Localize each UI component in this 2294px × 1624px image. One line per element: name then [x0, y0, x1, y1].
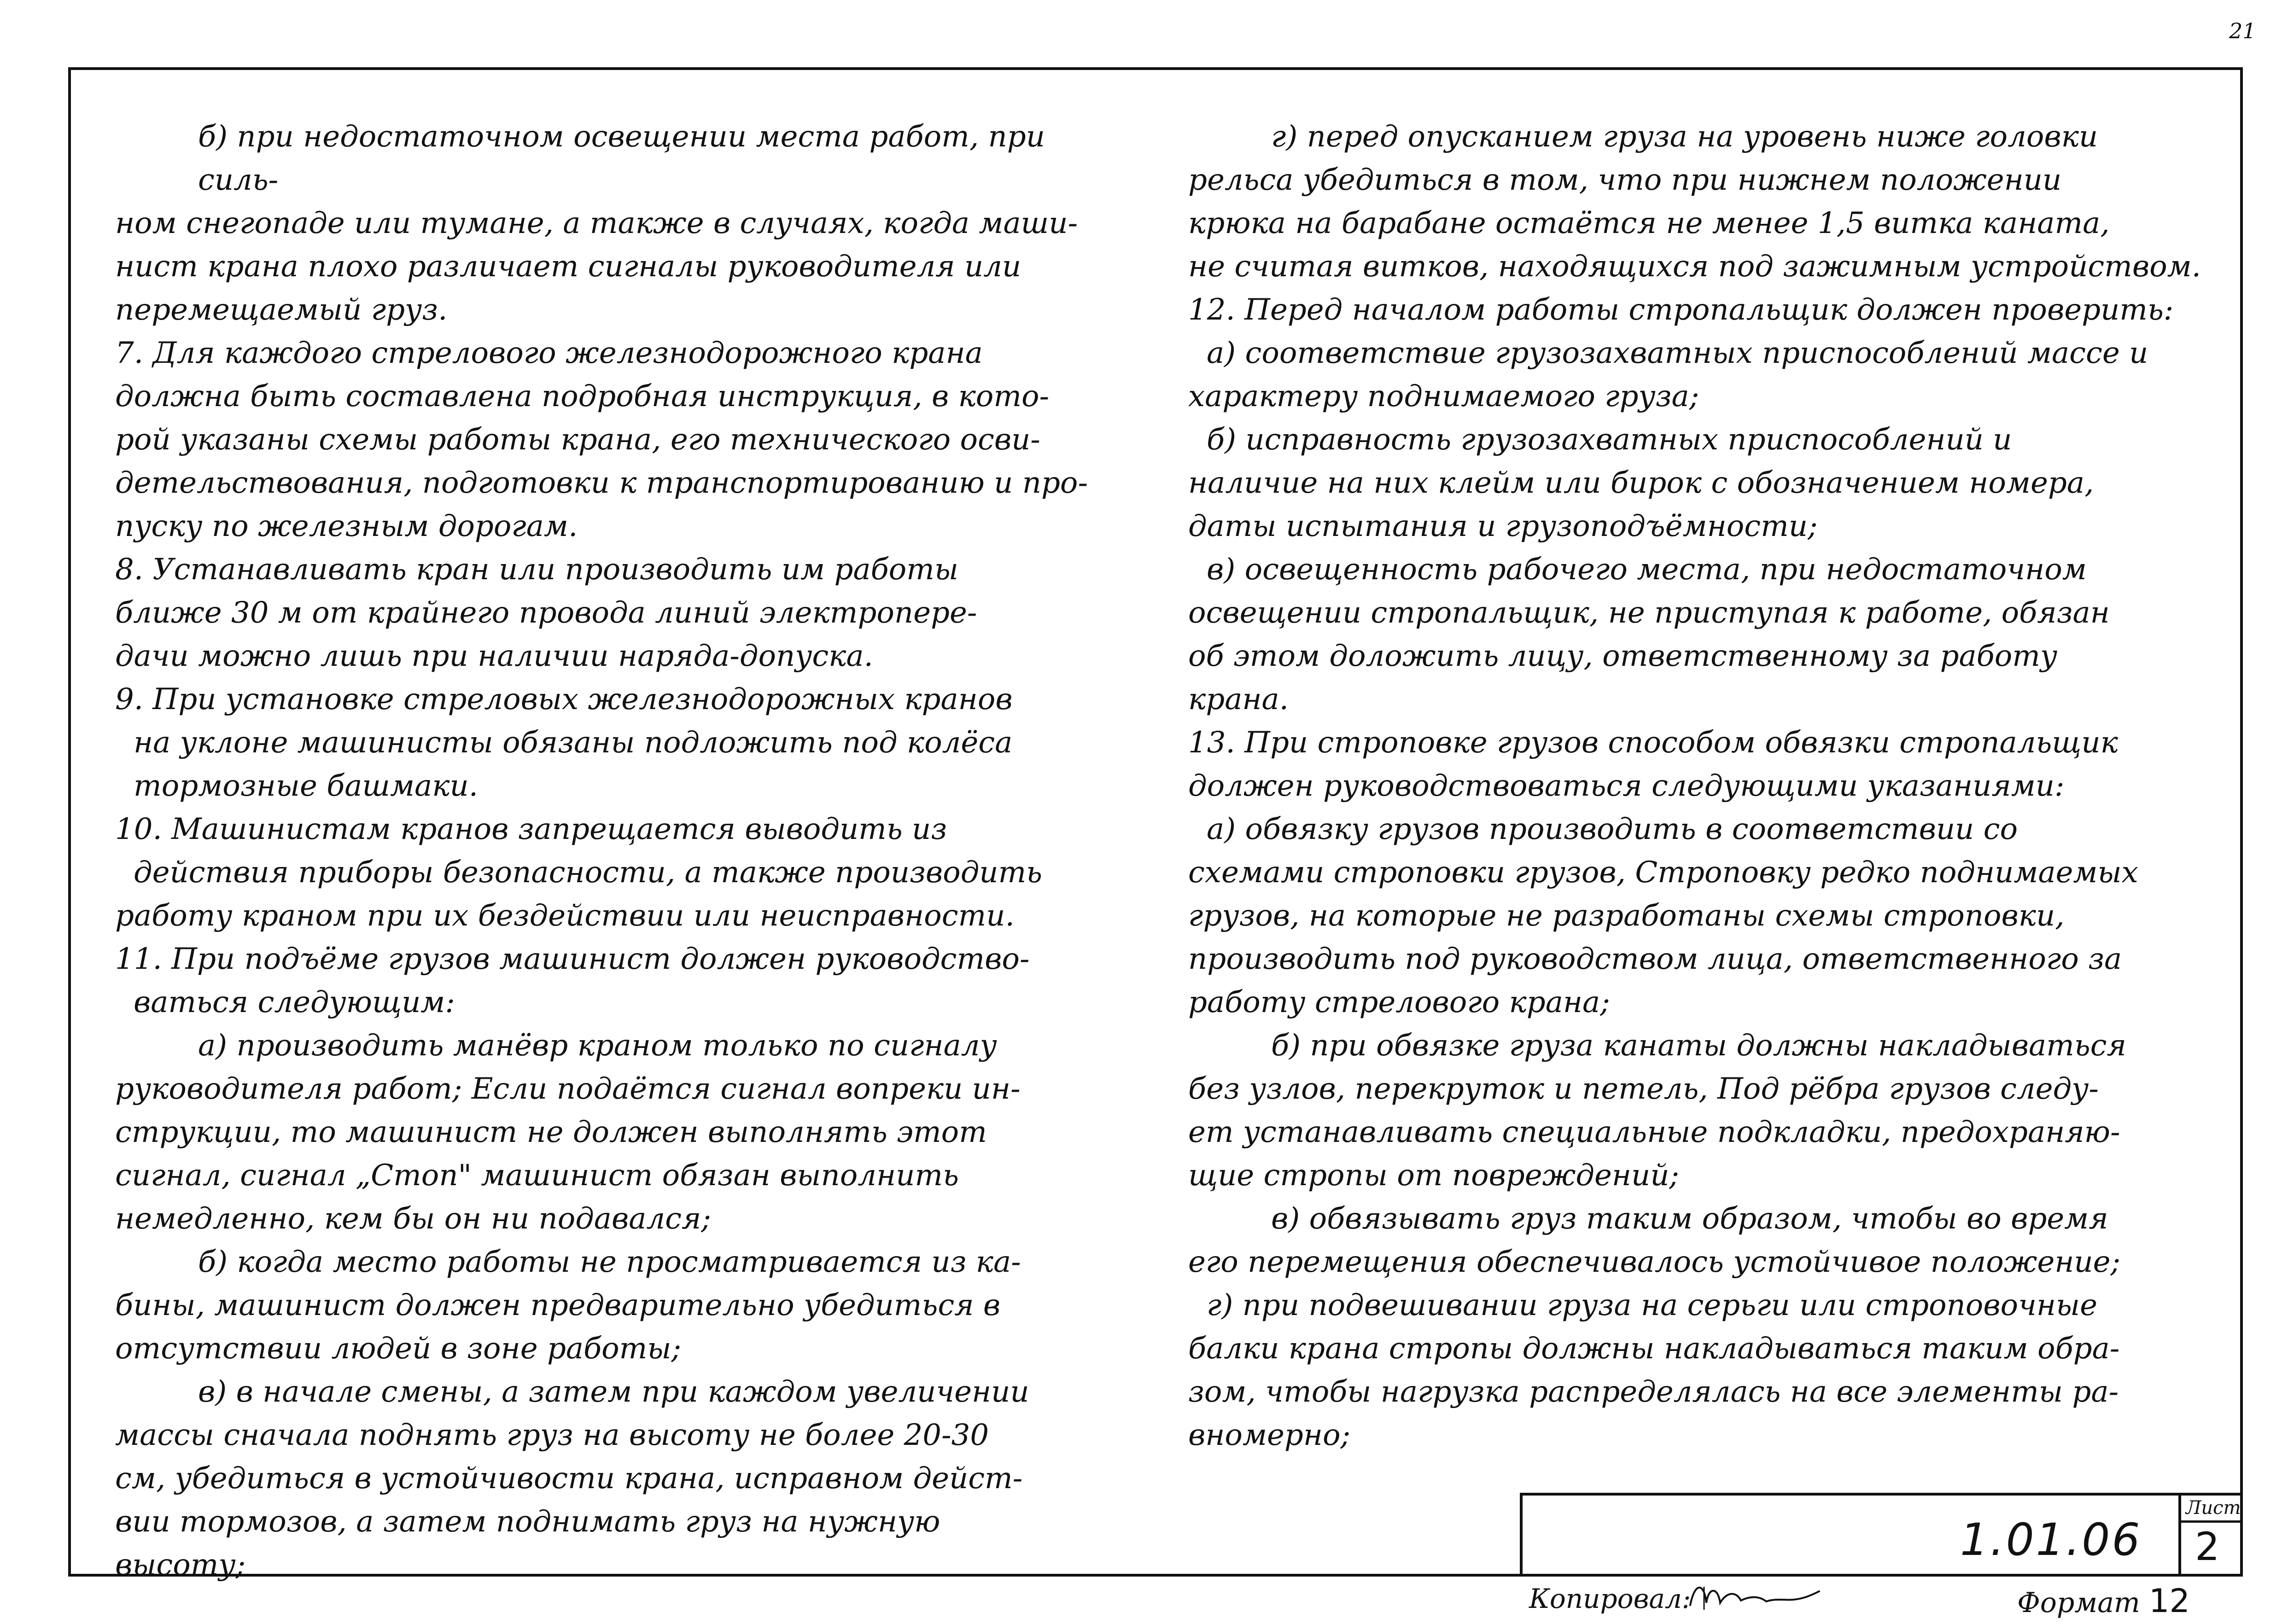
text-line: детельствования, подготовки к транспортированию и про-	[115, 466, 1088, 500]
text-line: рельса убедиться в том, что при нижнем положении	[1188, 163, 2062, 197]
sheet-cell	[2178, 1496, 2243, 1577]
left-column	[115, 115, 1128, 1587]
text-line: вномерно;	[1188, 1418, 1351, 1452]
text-line: 9. При установке стреловых железнодорожных кранов	[115, 682, 1013, 716]
text-line: должна быть составлена подробная инструкция, в кото-	[115, 379, 1050, 413]
text-line: в) обвязывать груз таким образом, чтобы во время	[1271, 1202, 2108, 1236]
text-line: крюка на барабане остаётся не менее 1,5 витка каната,	[1188, 206, 2110, 240]
right-column	[1188, 115, 2220, 1457]
text-line: отсутствии людей в зоне работы;	[115, 1332, 682, 1366]
text-line: освещении стропальщик, не приступая к работе, обязан	[1188, 596, 2110, 630]
document-number: 1.01.06	[1960, 1514, 2142, 1566]
text-line: даты испытания и грузоподъёмности;	[1188, 509, 1818, 543]
text-line: сигнал, сигнал „Стоп" машинист обязан выполнить	[115, 1158, 959, 1193]
text-line: в) в начале смены, а затем при каждом увеличении	[198, 1375, 1029, 1409]
text-line: ближе 30 м от крайнего провода линий электропере-	[115, 596, 977, 630]
text-line: ваться следующим:	[134, 985, 455, 1019]
format-number: 12	[2148, 1582, 2190, 1620]
sheet-label: Лист	[2186, 1497, 2241, 1519]
text-line: а) соответствие грузозахватных приспособлений массе и	[1207, 336, 2148, 370]
text-line: дачи можно лишь при наличии наряда-допуска.	[115, 639, 873, 673]
text-line: 8. Устанавливать кран или производить им работы	[115, 553, 958, 587]
text-line: перемещаемый груз.	[115, 293, 448, 327]
text-line: руководителя работ; Если подаётся сигнал вопреки ин-	[115, 1072, 1021, 1106]
text-line: пуску по железным дорогам.	[115, 509, 578, 543]
text-line: должен руководствоваться следующими указаниями:	[1188, 769, 2065, 803]
text-line: на уклоне машинисты обязаны подложить под колёса	[134, 726, 1013, 760]
text-line: наличие на них клейм или бирок с обозначением номера,	[1188, 466, 2094, 500]
text-line: б) исправность грузозахватных приспособлений и	[1207, 423, 2012, 457]
text-line: действия приборы безопасности, а также производить	[134, 856, 1042, 890]
sheet-divider	[2181, 1520, 2243, 1523]
text-line: балки крана стропы должны накладываться таким обра-	[1188, 1332, 2120, 1366]
text-line: бины, машинист должен предварительно убедиться в	[115, 1288, 1001, 1322]
sheet-number: 2	[2195, 1524, 2220, 1569]
text-line: щие стропы от повреждений;	[1188, 1158, 1679, 1193]
text-line: производить под руководством лица, ответственного за	[1188, 942, 2122, 976]
text-line: схемами строповки грузов, Строповку редко поднимаемых	[1188, 856, 2138, 890]
corner-page-number: 21	[2229, 18, 2256, 43]
title-block	[1520, 1493, 2243, 1577]
text-line: г) перед опусканием груза на уровень ниже головки	[1271, 120, 2098, 154]
text-line: зом, чтобы нагрузка распределялась на все элементы ра-	[1188, 1375, 2119, 1409]
text-line: в) освещенность рабочего места, при недостаточном	[1207, 553, 2087, 587]
text-line: см, убедиться в устойчивости крана, исправном дейст-	[115, 1461, 1023, 1496]
text-line: нист крана плохо различает сигналы руководителя или	[115, 250, 1022, 284]
text-line: массы сначала поднять груз на высоту не более 20-30	[115, 1418, 989, 1452]
text-line: характеру поднимаемого груза;	[1188, 379, 1699, 413]
text-line: грузов, на которые не разработаны схемы строповки,	[1188, 899, 2065, 933]
text-line: 7. Для каждого стрелового железнодорожного крана	[115, 336, 983, 370]
text-line: а) обвязку грузов производить в соответствии со	[1207, 812, 2018, 846]
text-line: высоту;	[115, 1548, 246, 1582]
text-line: 11. При подъёме грузов машинист должен руководство-	[115, 942, 1030, 976]
copied-by-label: Копировал:	[1529, 1583, 1691, 1614]
text-line: 10. Машинистам кранов запрещается выводить из	[115, 812, 947, 846]
text-line: б) при недостаточном освещении места работ, при силь-	[198, 120, 1045, 197]
text-line: не считая витков, находящихся под зажимным устройством.	[1188, 250, 2201, 284]
text-line: 13. При строповке грузов способом обвязки стропальщик	[1188, 726, 2118, 760]
signature	[1686, 1577, 1824, 1614]
text-line: ет устанавливать специальные подкладки, предохраняю-	[1188, 1115, 2120, 1149]
text-line: б) когда место работы не просматривается из ка-	[198, 1245, 1021, 1279]
text-line: струкции, то машинист не должен выполнять этот	[115, 1115, 987, 1149]
text-line: работу стрелового крана;	[1188, 985, 1610, 1019]
format-label	[2017, 1582, 2190, 1620]
text-line: рой указаны схемы работы крана, его технического осви-	[115, 423, 1040, 457]
text-line: работу краном при их бездействии или неисправности.	[115, 899, 1015, 933]
text-line: его перемещения обеспечивалось устойчивое положение;	[1188, 1245, 2121, 1279]
text-line: б) при обвязке груза канаты должны накладываться	[1271, 1029, 2126, 1063]
text-line: ном снегопаде или тумане, а также в случаях, когда маши-	[115, 206, 1078, 240]
text-line: без узлов, перекруток и петель, Под рёбра грузов следу-	[1188, 1072, 2099, 1106]
text-line: немедленно, кем бы он ни подавался;	[115, 1202, 711, 1236]
text-line: об этом доложить лицу, ответственному за работу	[1188, 639, 2058, 673]
text-line: тормозные башмаки.	[134, 769, 479, 803]
text-line: крана.	[1188, 682, 1289, 716]
text-line: 12. Перед началом работы стропальщик должен проверить:	[1188, 293, 2174, 327]
format-label-text: Формат	[2017, 1587, 2140, 1619]
text-line: вии тормозов, а затем поднимать груз на нужную	[115, 1505, 940, 1539]
text-line: г) при подвешивании груза на серьги или строповочные	[1207, 1288, 2098, 1322]
text-line: а) производить манёвр краном только по сигналу	[198, 1029, 997, 1063]
